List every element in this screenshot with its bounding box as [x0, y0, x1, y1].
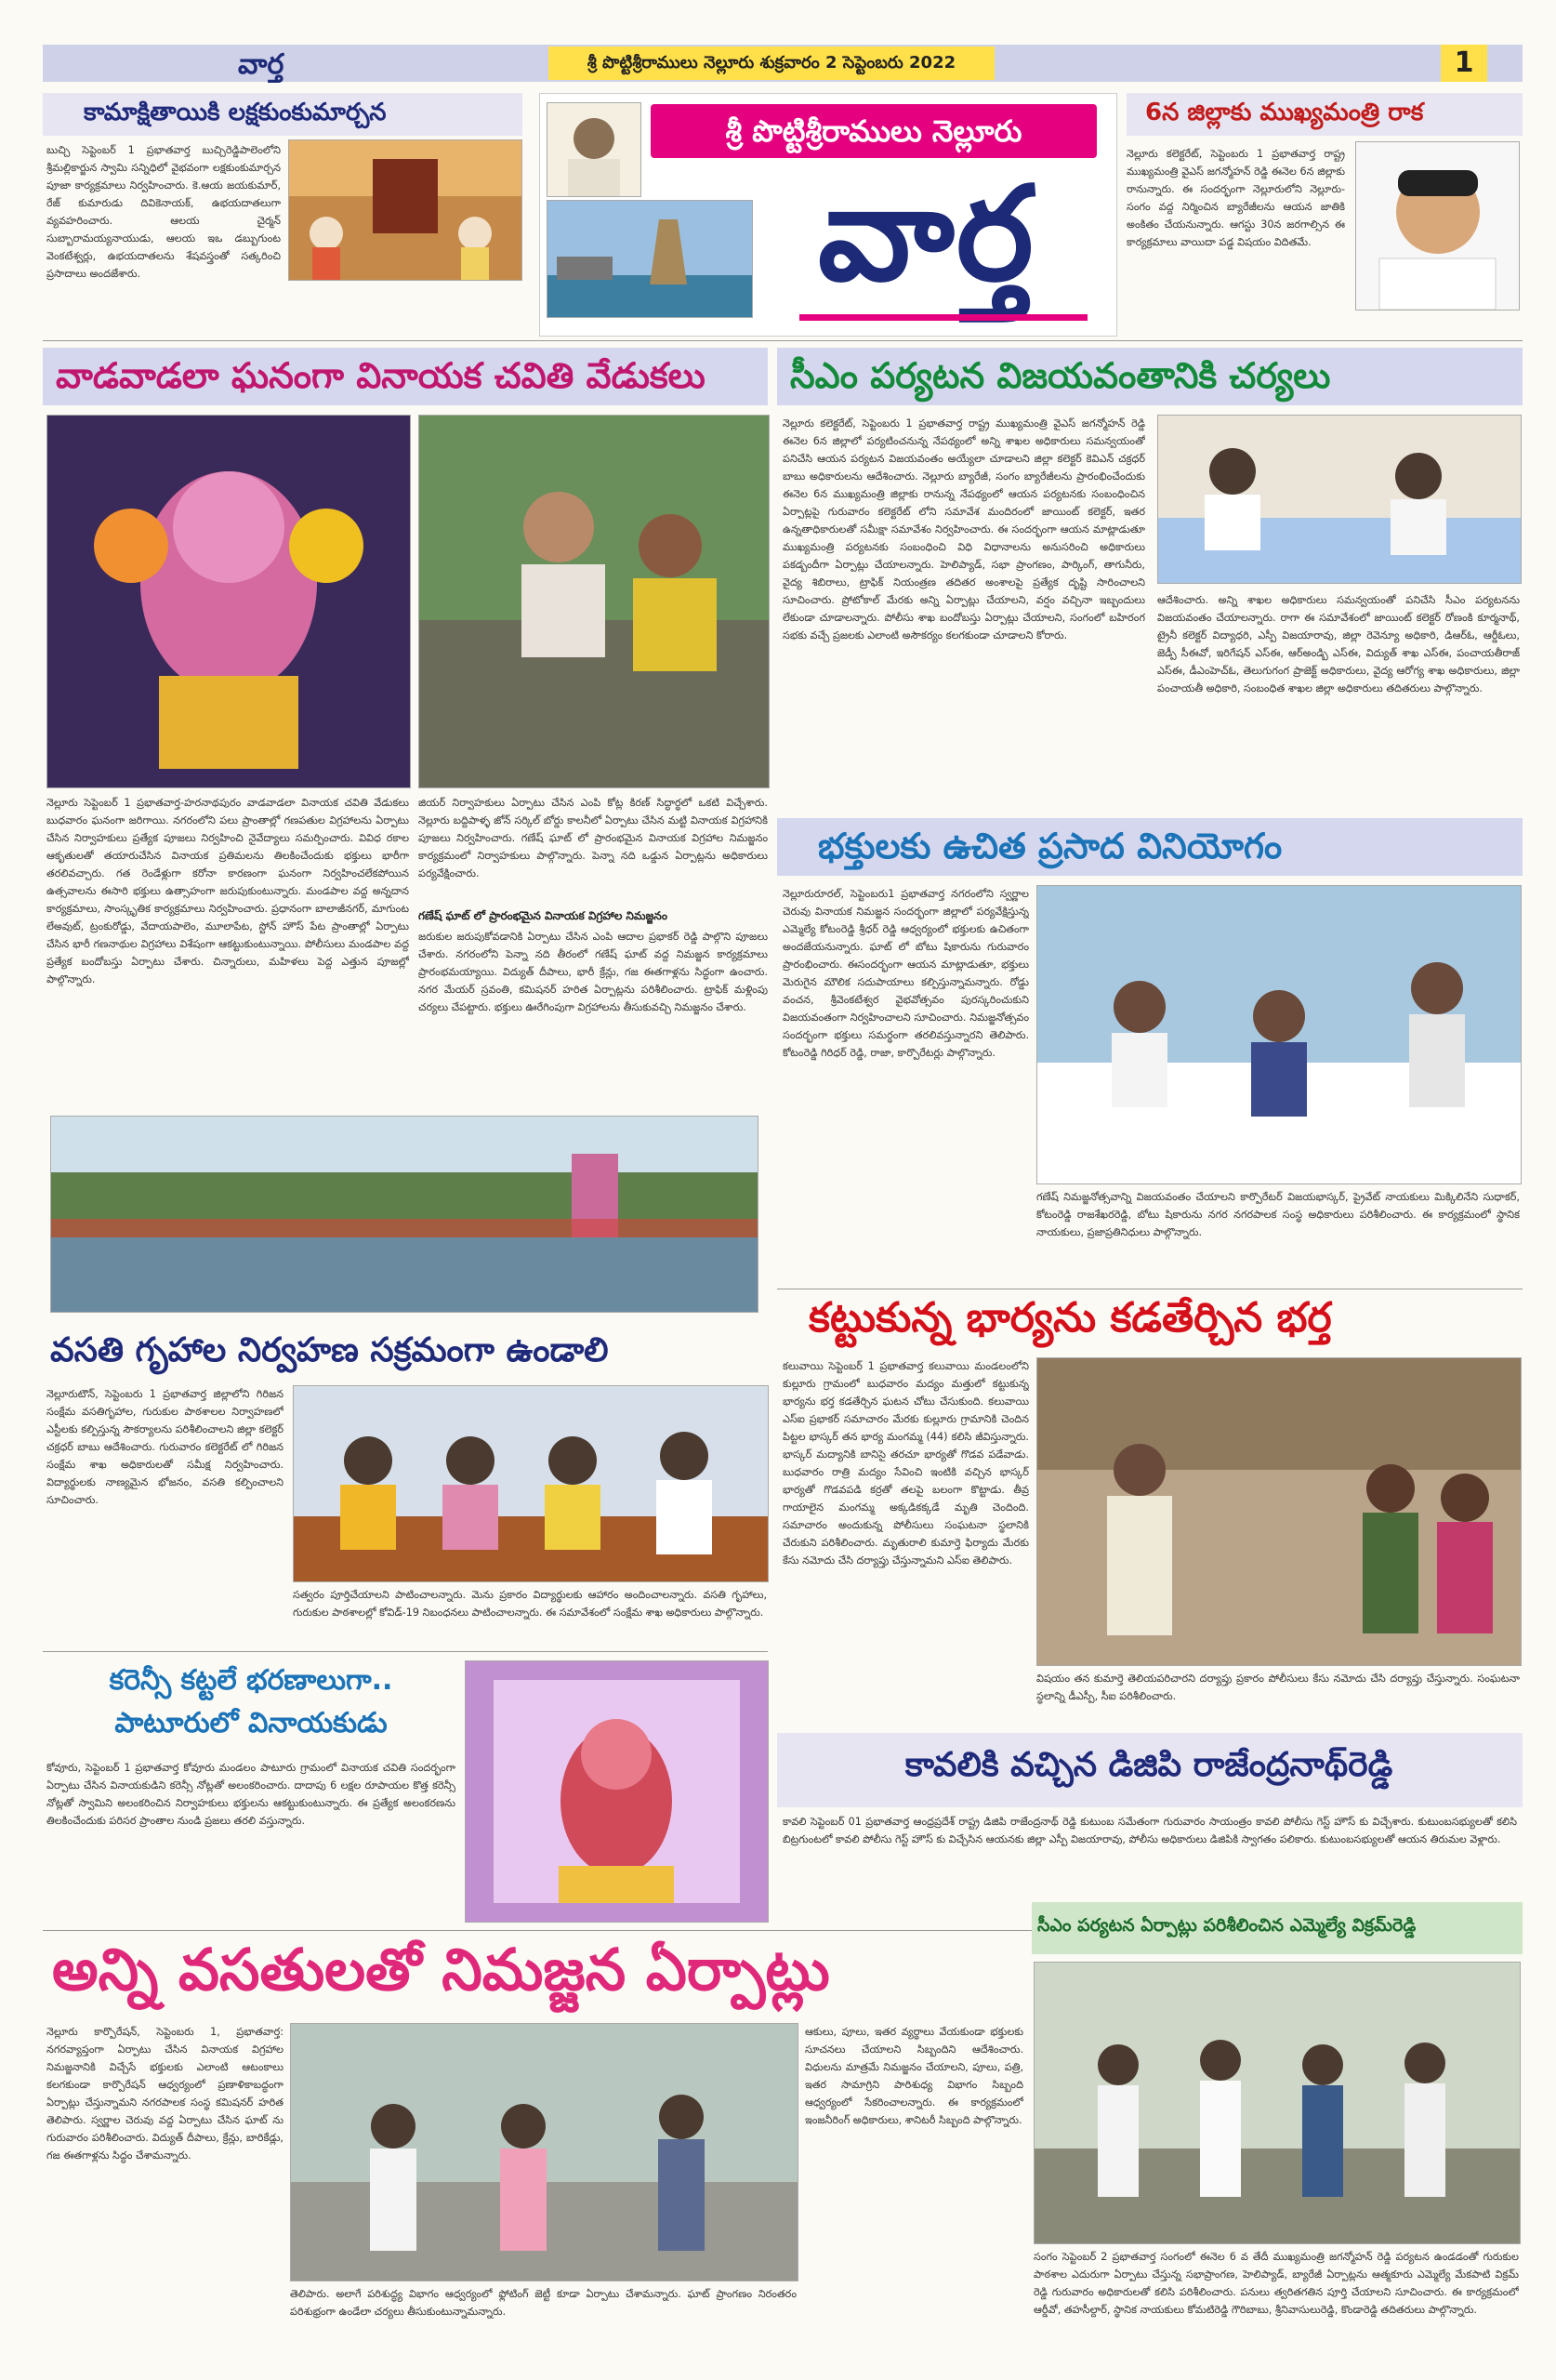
- vinayaka-body-3: జరుకుల జరుపుకోవడానికి ఏర్పాటు చేసిన ఎంపి ఆదాల ప్రభాకర్ రెడ్డి పాల్గొని పూజలు చేశారు. నగరంలోని పెన్నా నది తీరంలో గణేష్ ఘాట్ వద్ద నిమజ్జన కార్యక్రమాలు ప్రారంభమయ్యాయి. విద్యుత్ దీపాలు, భారీ క్రేన్లు, గజ ఈతగాళ్లను సిద్ధంగా ఉంచారు. నగర మేయర్ స్రవంతి, కమిషనర్ హరిత ఏర్పాట్లను పరిశీలించారు. ట్రాఫిక్ మళ్లింపు చర్యలు చేపట్టారు. భక్తులు ఊరేగింపుగా విగ్రహాలను తీసుకువచ్చి నిమజ్జనం చేశారు.: [418, 931, 768, 1013]
- edition-date: శ్రీ పొట్టిశ్రీరాములు నెల్లూరు శుక్రవారం 2 సెప్టెంబరు 2022: [548, 46, 995, 80]
- boat-ride-photo: [1036, 885, 1522, 1184]
- cm-review-body-2: ఆదేశించారు. అన్ని శాఖల అధికారులు సమన్వయంతో పనిచేసి సీఎం పర్యటనను విజయవంతం చేయాలన్నారు. రాగా ఈ సమావేశంలో జాయింట్ కలెక్టర్ రోణంకి కూర్మనాథ్, ట్రైనీ కలెక్టర్ విద్యాధరి, ఎస్పీ విజయారావు, జిల్లా రెవెన్యూ అధికారి, డిఆర్ఓ, ఆర్డీఓలు, జెడ్పీ సీఈవో, ఇరిగేషన్ ఎస్ఈ, ఆర్అండ్బి ఎస్ఈ, విద్యుత్ శాఖ ఎస్ఈ, పంచాయతీరాజ్ ఎస్ఈ, డీఎంహెచ్ఓ, తెలుగుగంగ ప్రాజెక్ట్ అధికారులు, వైద్య ఆరోగ్య శాఖ అధికారులు, జిల్లా పంచాయతీ అధికారి, సంబంధిత శాఖల జిల్లా అధికారులు తదితరులు పాల్గొన్నారు.: [1157, 594, 1520, 694]
- immersion-body-3: తెలిపారు. అలాగే పరిశుద్ధ్య విభాగం ఆధ్వర్యంలో ఫ్లోటింగ్ జెట్టీ కూడా ఏర్పాటు చేశామన్నారు. ఘాట్ ప్రాంగణం నిరంతరం పరిశుభ్రంగా ఉండేలా చర్యలు తీసుకుంటున్నామన్నారు.: [290, 2288, 797, 2318]
- cm-review-headline: సీఎం పర్యటన విజయవంతానికి చర్యలు: [790, 355, 1331, 396]
- paper-name: వార్త: [818, 158, 1035, 311]
- immersion-body-2: ఆకులు, పూలు, ఇతర వ్యర్థాలు వేయకుండా భక్తులకు సూచనలు చేయాలని సిబ్బందిని ఆదేశించారు. విధులను మాత్రమే నిమజ్జనం చేయాలని, పూలు, పత్రి, ఇతర సామాగ్రిని పారిశుధ్య విభాగం సిబ్బంది ఆధ్వర్యంలో సేకరించాలన్నారు. ఈ కార్యక్రమంలో ఇంజనీరింగ్ అధికారులు, శానిటరీ సిబ్బంది పాల్గొన్నారు.: [805, 2026, 1023, 2126]
- vinayaka-body: నెల్లూరు సెప్టెంబర్ 1 ప్రభాతవార్త-హరనాథపురం వాడవాడలా వినాయక చవితి వేడుకలు బుధవారం ఘనంగా జరిగాయి. నగరంలోని పలు ప్రాంతాల్లో గణపతుల విగ్రహాలను ఏర్పాటు చేసిన నిర్వాహకులు ప్రత్యేక పూజలు నిర్వహించి నైవేద్యాలు సమర్పించారు. వివిధ రకాల ఆకృతులతో తయారుచేసిన వినాయక ప్రతిమలను తిలకించేందుకు భక్తులు భారీగా తరలివచ్చారు. గత రెండేళ్లుగా కరోనా కారణంగా ఘనంగా నిర్వహించలేకపోయిన ఉత్సవాలను ఈసారి భక్తులు ఉత్సాహంగా జరుపుకుంటున్నారు. మండపాల వద్ద అన్నదాన కార్యక్రమాలు, సాంస్కృతిక కార్యక్రమాలు నిర్వహించారు. ప్రధానంగా బాలాజీనగర్, మాగుంట లేఅవుట్, ట్రంకురోడ్డు, వేదాయపాలెం, మూలాపేట, స్టోన్ హౌస్ పేట ప్రాంతాల్లో ఏర్పాటు చేసిన భారీ గణనాథుల విగ్రహాలు విశేషంగా ఆకట్టుకుంటున్నాయి. పోలీసులు మండపాల వద్ద ప్రత్యేక బందోబస్తు ఏర్పాటు చేశారు. చిన్నారులు, మహిళలు పెద్ద ఎత్తున పూజల్లో పాల్గొన్నారు.: [46, 797, 409, 985]
- vinayaka-subhead: గణేష్ ఘాట్ లో ప్రారంభమైన వినాయక విగ్రహాల నిమజ్జనం: [418, 909, 667, 922]
- page-number: 1: [1441, 45, 1487, 82]
- police-at-scene-photo: [1036, 1357, 1522, 1666]
- prasadam-body: నెల్లూరురూరల్, సెప్టెంబరు1 ప్రభాతవార్త నగరంలోని స్వర్ణాల చెరువు వినాయక నిమజ్జన సందర్భంగా జిల్లాలో పర్యవేక్షిస్తున్న ఎమ్మెల్యే కోటంరెడ్డి శ్రీధర్ రెడ్డి ఆధ్వర్యంలో భక్తులకు ఉచితంగా అందజేయనున్నారు. ఘాట్ లో బోటు షికారును గురువారం ప్రారంభించారు. ఈసందర్భంగా ఆయన మాట్లాడుతూ, భక్తులు మెరుగైన మౌలిక సదుపాయాలు కల్పిస్తున్నామన్నారు. రోడ్డు వంచన, శ్రీవెంకటేశ్వర వైభవోత్సవం పురస్కరించుకుని విజయవంతంగా నిర్వహించాలని సూచించారు. నిమజ్జనోత్సవం సందర్భంగా భక్తులు సమర్థంగా తరలివస్తున్నారని తెలిపారు. కోటంరెడ్డి గిరిధర్ రెడ్డి, రాజా, కార్పొరేటర్లు పాల్గొన్నారు.: [783, 888, 1029, 1059]
- temple-photo: [288, 139, 522, 281]
- murder-body-2: విషయం తన కుమార్తె తెలియపరిచారని దర్యాప్తు ప్రకారం పోలీసులు కేసు నమోదు చేసి దర్యాప్తు చేస్తున్నారు. సంఘటనా స్థలాన్ని డీఎస్పీ, సీఐ పరిశీలించారు.: [1036, 1673, 1520, 1702]
- vinayaka-body-2: జియర్ నిర్వాహకులు ఏర్పాటు చేసిన ఎంపి కోట్ల కిరణ్ సిద్ధార్థలో ఒకటి విచ్చేశారు. నెల్లూరు బద్దిపాళ్ళ జోన్ సర్కిల్ బోర్డు కాలనీలో ఏర్పాటు చేసిన మట్టి వినాయక విగ్రహానికి పూజలు నిర్వహించారు. గణేష్ ఘాట్ లో ప్రారంభమైన వినాయక విగ్రహాల నిమజ్జనం కార్యక్రమంలో నిర్వాహకులు పాల్గొన్నారు. పెన్నా నది ఒడ్డున ఏర్పాట్లను అధికారులు పర్యవేక్షించారు.: [418, 797, 768, 879]
- immersion-headline: అన్ని వసతులతో నిమజ్జన ఏర్పాట్లు: [52, 1936, 830, 2003]
- hostel-review-photo: [293, 1385, 769, 1582]
- cm-portrait: [1355, 141, 1520, 311]
- ganesh-idol-photo: [46, 415, 411, 788]
- cm-review-body: నెల్లూరు కలెక్టరేట్, సెప్టెంబరు 1 ప్రభాతవార్త రాష్ట్ర ముఖ్యమంత్రి వైఎస్ జగన్మోహన్ రెడ్డి ఈనెల 6న జిల్లాలో పర్యటించనున్న నేపథ్యంలో అన్ని శాఖల అధికారులు సమన్వయంతో పనిచేసి ఆయన పర్యటన విజయవంతం అయ్యేలా చూడాలని జిల్లా కలెక్టర్ కెవిఎన్ చక్రధర్ బాబు అధికారులను ఆదేశించారు. నెల్లూరు బ్యారేజీ, సంగం బ్యారేజీలను ప్రారంభించేందుకు ఈనెల 6న ముఖ్యమంత్రి జిల్లాకు రానున్న నేపథ్యంలో ఆయన పర్యటనకు సంబంధించిన ఏర్పాట్లపై గురువారం కలెక్టరేట్ లోని సమావేశ మందిరంలో జాయింట్ కలెక్టర్, ఇతర ఉన్నతాధికారులతో సమీక్షా సమావేశం నిర్వహించారు. ఈ సందర్భంగా ఆయన మాట్లాడుతూ ముఖ్యమంత్రి పర్యటనకు సంబంధించి విధి విధానాలను అనుసరించి అధికారులు పకడ్బందీగా ఏర్పాట్లు చేయాలన్నారు. హెలిప్యాడ్, సభా ప్రాంగణం, పార్కింగ్, తాగునీరు, వైద్య శిబిరాలు, ట్రాఫిక్ నియంత్రణ తదితర అంశాలపై ప్రత్యేక దృష్టి సారించాలని సూచించారు. ప్రోటోకాల్ మేరకు అన్ని ఏర్పాట్లు చేయాలని, వర్షం వచ్చినా ఇబ్బందులు లేకుండా చూడాలన్నారు. పోలీసు శాఖ బందోబస్తు ఏర్పాట్లు చేయాలని, సంగంలో బహిరంగ సభకు వచ్చే ప్రజలకు ఎలాంటి అసౌకర్యం కలగకుండా చూడాలని కోరారు.: [783, 417, 1145, 641]
- hostels-headline: వసతి గృహాల నిర్వహణ సక్రమంగా ఉండాలి: [50, 1331, 609, 1369]
- currency-body: కోవూరు, సెప్టెంబర్ 1 ప్రభాతవార్త కోవూరు మండలం పాటూరు గ్రామంలో వినాయక చవితి సందర్భంగా ఏర్పాటు చేసిన వినాయకుడిని కరెన్సీ నోట్లతో అలంకరించారు. దాదాపు 6 లక్షల రూపాయల కొత్త కరెన్సీ నోట్లతో స్వామిని అలంకరించిన నిర్వాహకులు భక్తులను ఆకట్టుకుంటున్నారు. ఈ ప్రత్యేక అలంకరణను తిలకించేందుకు పరిసర ప్రాంతాల నుండి ప్రజలు తరలి వస్తున్నారు.: [46, 1762, 455, 1827]
- city-collage: [547, 200, 753, 318]
- murder-body: కలువాయి సెప్టెంబర్ 1 ప్రభాతవార్త కలువాయి మండలంలోని కుల్లూరు గ్రామంలో బుధవారం మద్యం మత్తులో కట్టుకున్న భార్యను భర్త కడతేర్చిన ఘటన చోటు చేసుకుంది. కలువాయి ఎస్ఐ ప్రభాకర్ సమాచారం మేరకు కుల్లూరు గ్రామానికి చెందిన పిట్టల భాస్కర్ తన భార్య మంగమ్మ (44) కలిసి జీవిస్తున్నారు. భాస్కర్ మద్యానికి బానిసై తరచూ భార్యతో గొడవ పడేవాడు. బుధవారం రాత్రి మద్యం సేవించి ఇంటికి వచ్చిన భాస్కర్ భార్యతో గొడవపడి కర్రతో తలపై బలంగా కొట్టాడు. తీవ్ర గాయాలైన మంగమ్మ అక్కడికక్కడే మృతి చెందింది. సమాచారం అందుకున్న పోలీసులు సంఘటనా స్థలానికి చేరుకుని పరిశీలించారు. మృతురాలి కుమార్తె ఫిర్యాదు మేరకు కేసు నమోదు చేసి దర్యాప్తు చేస్తున్నామని ఎస్ఐ తెలిపారు.: [783, 1360, 1029, 1567]
- dgp-body: కావలి సెప్టెంబర్ 01 ప్రభాతవార్త ఆంధ్రప్రదేశ్ రాష్ట్ర డిజిపి రాజేంద్రనాథ్ రెడ్డి కుటుంబ సమేతంగా గురువారం సాయంత్రం కావలి పోలీసు గెస్ట్ హౌస్ కు విచ్చేశారు. కుటుంబసభ్యులతో కలిసి బిట్రగుంటలో కావలి పోలీసు గెస్ట్ హౌస్ కు విచ్చేసిన ఆయనకు జిల్లా ఎస్పీ విజయారావు, పోలీసు అధికారులు డిజిపికి స్వాగతం పలికారు. కుటుంబసభ్యులతో ఆయన తిరుమల వెళ్లారు.: [783, 1816, 1517, 1845]
- masthead-underline: [799, 314, 1088, 321]
- immersion-devotees-photo: [418, 415, 770, 788]
- divider: [43, 1651, 768, 1652]
- kamakshi-headline: కామాక్షితాయికి లక్షకుంకుమార్చన: [84, 99, 387, 126]
- kamakshi-body: బుచ్చి సెప్టెంబర్ 1 ప్రభాతవార్త బుచ్చిరెడ్డిపాలెంలోని శ్రీమల్లికార్జున స్వామి సన్నిధిలో వైభవంగా లక్షకుంకుమార్చన పూజా కార్యక్రమాలు నిర్వహించారు. కె.ఆయ జయకుమార్, రేజ్ కుమారుడు దివికెనాయక్, ఉభయదాతలుగా వ్యవహరించారు. ఆలయ చైర్మన్ సుబ్బారామయ్యనాయుడు, ఆలయ ఇఒ డబ్బుగుంట వెంకటేశ్వర్లు, ఉభయదాతలను శేషవస్త్రంతో సత్కరించి ప్రసాదాలు అందజేశారు.: [46, 144, 281, 280]
- currency-ganesh-photo: [465, 1660, 769, 1923]
- mla-site-visit-photo: [1034, 1962, 1521, 2244]
- collector-meeting-photo: [1157, 415, 1522, 584]
- currency-headline-1: కరెన్సీ కట్టలే భరణాలుగా..: [109, 1664, 393, 1697]
- vinayaka-headline: వాడవాడలా ఘనంగా వినాయక చవితి వేడుకలు: [56, 355, 705, 396]
- ghat-crowd-photo: [50, 1116, 758, 1313]
- masthead-edition: శ్రీ పొట్టిశ్రీరాములు నెల్లూరు: [651, 104, 1097, 158]
- prasadam-headline: భక్తులకు ఉచిత ప్రసాద వినియోగం: [818, 826, 1283, 866]
- founder-portrait: [547, 102, 641, 197]
- divider: [43, 340, 1523, 341]
- cm-visit-headline: 6న జిల్లాకు ముఖ్యమంత్రి రాక: [1145, 99, 1424, 126]
- small-logo: వార్త: [238, 48, 284, 81]
- commissioner-inspection-photo: [290, 2023, 798, 2281]
- hostels-body-2: సత్వరం పూర్తిచేయాలని పాటించాలన్నారు. మెను ప్రకారం విద్యార్థులకు ఆహారం అందించాలన్నారు. వసతి గృహాలు, గురుకుల పాఠశాలల్లో కోవిడ్-19 నిబంధనలు పాటించాలన్నారు. ఈ సమావేశంలో సంక్షేమ శాఖ అధికారులు పాల్గొన్నారు.: [293, 1589, 767, 1619]
- currency-headline-2: పాటూరులో వినాయకుడు: [114, 1707, 388, 1739]
- mla-body: సంగం సెప్టెంబర్ 2 ప్రభాతవార్త సంగంలో ఈనెల 6 వ తేదీ ముఖ్యమంత్రి జగన్మోహన్ రెడ్డి పర్యటన ఉండడంతో గురుకుల పాఠశాల ఎదురుగా ఏర్పాటు చేస్తున్న సభాప్రాంగణ, హెలిప్యాడ్, బ్యారేజీ ఏర్పాట్లను ఆత్మకూరు ఎమ్మెల్యే మేకపాటి విక్రమ్ రెడ్డి గురువారం అధికారులతో కలిసి పరిశీలించారు. పనులు త్వరితగతిన పూర్తి చేయాలని సూచించారు. ఈ కార్యక్రమంలో ఆర్డీవో, తహసీల్దార్, స్థానిక నాయకులు కోమటిరెడ్డి గౌరిబాబు, శ్రీనివాసులురెడ్డి, కొండారెడ్డి తదితరులు పాల్గొన్నారు.: [1034, 2251, 1519, 2316]
- mla-headline: సీఎం పర్యటన ఏర్పాట్లు పరిశీలించిన ఎమ్మెల్యే విక్రమ్‌రెడ్డి: [1037, 1915, 1417, 1936]
- murder-headline: కట్టుకున్న భార్యను కడతేర్చిన భర్త: [809, 1294, 1332, 1342]
- immersion-body: నెల్లూరు కార్పొరేషన్, సెప్టెంబరు 1, ప్రభాతవార్త: నగరవ్యాప్తంగా ఏర్పాటు చేసిన వినాయక విగ్రహాల నిమజ్జనానికి విచ్చేసే భక్తులకు ఎలాంటి ఆటంకాలు కలగకుండా కార్పొరేషన్ ఆధ్వర్యంలో ప్రణాళికాబద్ధంగా ఏర్పాట్లు చేస్తున్నామని నగరపాలక సంస్థ కమిషనర్ హరిత తెలిపారు. స్వర్ణాల చెరువు వద్ద ఏర్పాటు చేసిన ఘాట్ ను గురువారం పరిశీలించారు. విద్యుత్ దీపాలు, క్రేన్లు, బారికేడ్లు, గజ ఈతగాళ్లను సిద్ధం చేశామన్నారు.: [46, 2026, 284, 2162]
- prasadam-body-2: గణేష్ నిమజ్జనోత్సవాన్ని విజయవంతం చేయాలని కార్పొరేటర్ విజయభాస్కర్, ప్రైవేట్ నాయకులు మిక్కిలినేని సుధాకర్, కోటంరెడ్డి రాజశేఖరరెడ్డి, బోటు షికారును నగర నగరపాలక సంస్థ అధికారులు పరిశీలించారు. ఈ కార్యక్రమంలో స్థానిక నాయకులు, ప్రజాప్రతినిధులు పాల్గొన్నారు.: [1036, 1191, 1520, 1238]
- dgp-headline: కావలికి వచ్చిన డిజిపి రాజేంద్రనాథ్‌రెడ్డి: [904, 1746, 1393, 1784]
- cm-visit-body: నెల్లూరు కలెక్టరేట్, సెప్టెంబరు 1 ప్రభాతవార్త రాష్ట్ర ముఖ్యమంత్రి వైఎస్ జగన్మోహన్ రెడ్డి ఈనెల 6న జిల్లాకు రానున్నారు. ఈ సందర్భంగా నెల్లూరులోని నెల్లూరు-సంగం వద్ద నిర్మించిన బ్యారేజీలను ఆయన జాతికి అంకితం చేయనున్నారు. ఆగస్టు 30న జరగాల్సిన ఈ కార్యక్రమాలు వాయిదా పడ్డ విషయం విదితమే.: [1127, 148, 1345, 248]
- hostels-body: నెల్లూరుటౌన్, సెప్టెంబరు 1 ప్రభాతవార్త జిల్లాలోని గిరిజన సంక్షేమ వసతిగృహాల, గురుకుల పాఠశాలల నిర్వాహణలో ఎస్టీలకు కల్పిస్తున్న సౌకర్యాలను పరిశీలించాలని జిల్లా కలెక్టర్ చక్రధర్ బాబు ఆదేశించారు. గురువారం కలెక్టరేట్ లో గిరిజన సంక్షేమ శాఖ అధికారులతో సమీక్ష నిర్వహించారు. విద్యార్థులకు నాణ్యమైన భోజనం, వసతి కల్పించాలని సూచించారు.: [46, 1388, 284, 1506]
